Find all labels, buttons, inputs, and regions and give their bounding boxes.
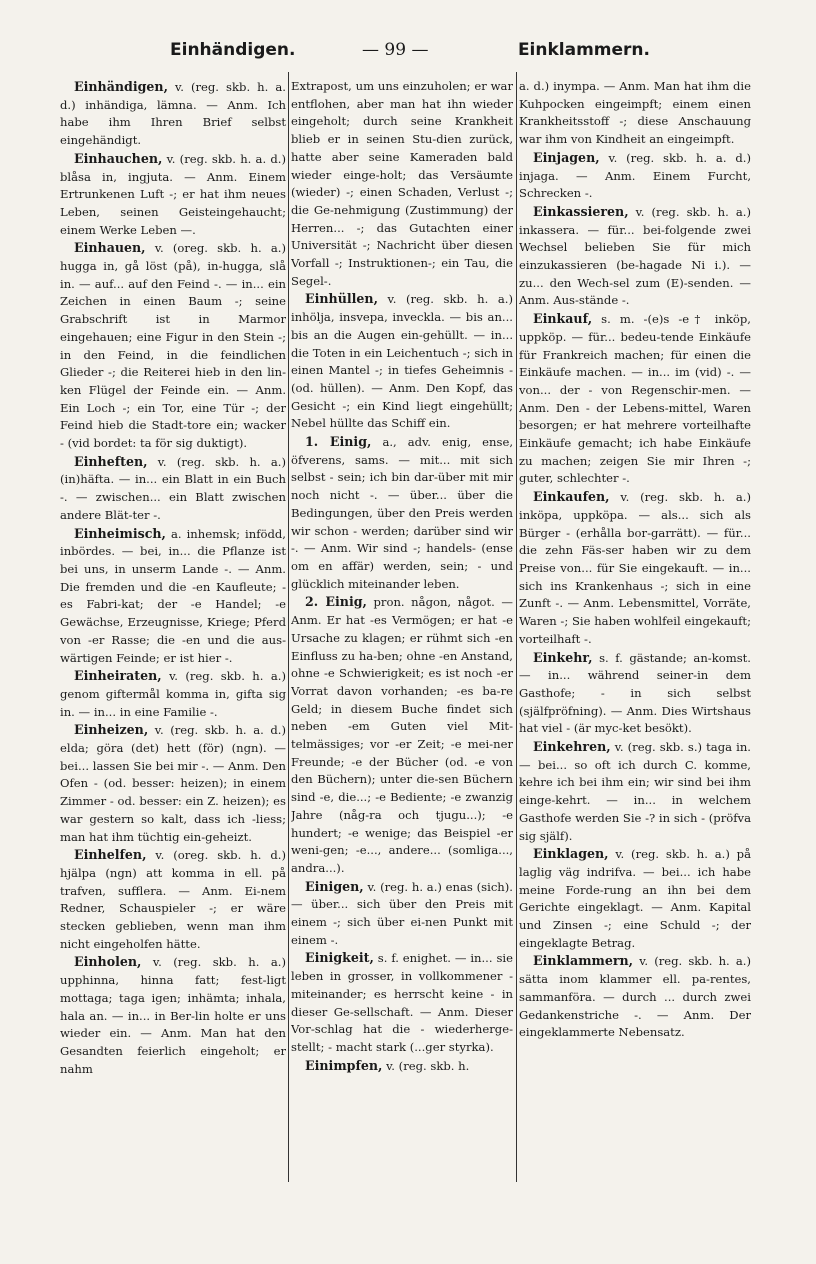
- entry-definition: v. (oreg. skb. h. d.) hjälpa (ngn) att komma in ell. på trafven, sufflera. — Anm. Ei-nem Redner, Schauspieler -; er wäre stecken geblieben, wenn man ihm nicht eingeholfen hätte.: [60, 848, 286, 951]
- entry-headword: Einheizen,: [74, 722, 149, 738]
- dictionary-entry: [519, 952, 751, 1042]
- entry-headword: Einkauf,: [533, 311, 593, 327]
- dictionary-entry: [519, 149, 751, 203]
- dictionary-entry: [519, 845, 751, 952]
- entry-definition: a. inhemsk; infödd, inbördes. — bei, in... die Pflanze ist bei uns, in unserm Lande -. — Anm. Die fremden und die -en Kaufleute; -es Fabri-kat; der -e Handel; -e Gewächse, Erzeugnisse, Kriege; Pferd von -er Rasse; die -en und die aus-wärtigen Feinde; er ist hier -.: [60, 526, 286, 665]
- running-header: [170, 40, 650, 66]
- dictionary-entry: [519, 738, 751, 845]
- header-right-guideword: Einklammern.: [517, 40, 650, 60]
- column-divider: [516, 72, 517, 1182]
- entry-headword: 2. Einig,: [305, 594, 367, 610]
- entry-definition: v. (reg. skb. h. a. d.) inhändiga, lämna. — Anm. Ich habe ihm Ihren Brief selbst eingehändigt.: [60, 80, 286, 148]
- entry-headword: Einklammern,: [533, 953, 634, 969]
- dictionary-entry: [519, 488, 751, 648]
- dictionary-entry: [291, 1057, 513, 1076]
- entry-definition: v. (reg. skb. h. a. d.) blåsa in, ingjuta. — Anm. Einem Ertrunkenen Luft -; er hat ihm neues Leben, seinen Geisteingehaucht; einem Werke Leben —.: [60, 151, 286, 237]
- entry-headword: Einhüllen,: [305, 291, 378, 307]
- entry-headword: Einklagen,: [533, 846, 609, 862]
- entry-definition: v. (reg. skb. h. a.) inhölja, insvepa, inveckla. — bis an... bis an die Augen ein-gehüllt. — in... die Toten in ein Leichentuch -; sich in einen Mantel -; in tiefes Geheimnis - (od. hüllen). — Anm. Den Kopf, das Gesicht -; ein Kind liegt eingehüllt; Nebel hüllte das Schiff ein.: [291, 292, 513, 431]
- column-divider: [288, 72, 289, 1182]
- dictionary-entry: [519, 78, 751, 149]
- entry-definition: v. (oreg. skb. h. a.) hugga in, gå löst (på), in-hugga, slå in. — auf... auf den Feind -. — in... ein Zeichen in einen Baum -; seine Grabschrift ist in Marmor eingehauen; eine Figur in den Stein -; in den Feind, in die feindlichen Glieder -; die Reiterei hieb in den lin-ken Flügel der Feinde ein. — Anm. Ein Loch -; ein Tor, eine Tür -; der Feind hieb die Stadt-tore ein; wacker - (vid bordet: ta för sig duktigt).: [60, 241, 286, 451]
- entry-headword: Einhelfen,: [74, 847, 147, 863]
- dictionary-entry: [60, 525, 286, 668]
- dictionary-entry: [291, 878, 513, 950]
- entry-headword: Einkassieren,: [533, 203, 629, 219]
- entry-headword: Einkehr,: [533, 649, 593, 665]
- dictionary-entry: [291, 433, 513, 593]
- entry-definition: v. (reg. skb. h. a.) inkassera. — für... bei-folgende zwei Wechsel belieben Sie für mich einzukassieren (be-hagade Ni i.). — zu... den Wech-sel zum (E)-senden. — Anm. Aus-stände -.: [519, 204, 751, 308]
- dictionary-entry: [60, 846, 286, 953]
- dictionary-entry: [60, 953, 286, 1078]
- dictionary-entry: [60, 453, 286, 525]
- dictionary-entry: [60, 721, 286, 846]
- entry-definition: v. (reg. skb. h. a.) på laglig väg indrifva. — bei... ich habe meine Forde-rung an ihn bei dem Gerichte eingeklagt. — Anm. Kapital und Zinsen -; eine Schuld -; der eingeklagte Betrag.: [519, 847, 751, 950]
- entry-headword: Einholen,: [74, 954, 142, 970]
- entry-headword: 1. Einig,: [305, 434, 372, 450]
- entry-definition: pron. någon, något. — Anm. Er hat -es Vermögen; er hat -e Ursache zu klagen; er rühmt sich -en Einfluss zu ha-ben; ohne -en Anstand, ohne -e Schwierigkeit; es ist noch -er Vorrat davon vorhanden; -es ba-re Geld; in diesem Buche findet sich neben -em Guten viel Mit-telmässiges; vor -er Zeit; -e mei-ner Freunde; -e der Bücher (od. -e von den Büchern); unter die-sen Büchern sind -e, die...; -e Bediente; -e zwanzig Jahre (någ-ra och tjugu...); -e hundert; -e wenige; das Beispiel -er weni-gen; -e..., andere... (somliga..., andra...).: [291, 595, 513, 875]
- entry-headword: Einkehren,: [533, 739, 611, 755]
- entry-definition: v. (reg. skb. h. a.) genom giftermål komma in, gifta sig in. — in... in eine Familie -.: [60, 669, 286, 719]
- entry-definition: s. m. -(e)s -e† inköp, uppköp. — für... bedeu-tende Einkäufe für Frankreich machen; für einen die Einkäufe machen. — in... im (vid) -. — von... der - von Regenschir-men. — Anm. Den - der Lebens-mittel, Waren besorgen; er hat mehrere vorteilhafte Einkäufe gemacht; ich habe Einkäufe zu machen; zeigen Sie mir Ihren -; guter, schlechter -.: [519, 312, 751, 486]
- dictionary-entry: [291, 593, 513, 877]
- entry-definition: v. (reg. skb. h. a.) (in)häfta. — in... ein Blatt in ein Buch -. — zwischen... ein Blatt zwischen andere Blät-ter -.: [60, 454, 286, 522]
- dictionary-entry: [291, 949, 513, 1056]
- dictionary-entry: [519, 203, 751, 310]
- entry-headword: Einheften,: [74, 453, 148, 469]
- entry-headword: Einjagen,: [533, 149, 600, 165]
- entry-headword: Einheimisch,: [74, 525, 166, 541]
- entry-definition: v. (reg. h. a.) enas (sich). — über... sich über den Preis mit einem -; sich über ei-nen Punkt mit einem -.: [291, 879, 513, 947]
- entry-definition: s. f. gästande; an-komst. — in... während seiner-in dem Gasthofe; - in sich selbst (själfpröfning). — Anm. Dies Wirtshaus hat viel - (är myc-ket besökt).: [519, 650, 751, 736]
- dictionary-entry: [60, 78, 286, 150]
- dictionary-column-3: [519, 78, 751, 1178]
- entry-definition: Extrapost, um uns einzuholen; er war entflohen, aber man hat ihn wieder eingeholt; durch seine Krankheit blieb er in seinen Stu-dien zurück, hatte aber seine Kameraden bald wieder einge-holt; das Versäumte (wieder) -; einen Schaden, Verlust -; die Ge-nehmigung (Zustimmung) der Herren... -; das Gutachten einer Universität -; Nachricht über diesen Vorfall -; Instruktionen-; ein Tau, die Segel-.: [291, 79, 513, 288]
- page-number: — 99 —: [362, 40, 429, 60]
- dictionary-entry: [291, 290, 513, 433]
- dictionary-entry: [60, 667, 286, 721]
- dictionary-entry: [291, 78, 513, 290]
- dictionary-entry: [60, 150, 286, 240]
- entry-definition: s. f. enighet. — in... sie leben in grosser, in vollkommener - miteinander; es herrscht keine - in dieser Ge-sellschaft. — Anm. Dieser Vor-schlag hat die - wiederherge-stellt; - macht stark (...ger styrka).: [291, 951, 513, 1054]
- entry-definition: v. (reg. skb. h. a.) upphinna, hinna fatt; fest-ligt mottaga; taga igen; inhämta; inhala, hala an. — in... in Ber-lin holte er uns wieder ein. — Anm. Man hat den Gesandten feierlich eingeholt; er nahm: [60, 955, 286, 1076]
- entry-headword: Einhauen,: [74, 240, 146, 256]
- dictionary-entry: [519, 649, 751, 739]
- entry-headword: Einigkeit,: [305, 950, 374, 966]
- entry-headword: Einkaufen,: [533, 489, 610, 505]
- entry-definition: v. (reg. skb. h. a.) sätta inom klammer ell. pa-rentes, sammanföra. — durch ... durch zwei Gedankenstriche -. — Anm. Der eingeklammerte Nebensatz.: [519, 954, 751, 1040]
- entry-definition: v. (reg. skb. s.) taga in. — bei... so oft ich durch C. komme, kehre ich bei ihm ein; wir sind bei ihm einge-kehrt. — in... in welchem Gasthofe werden Sie -? in sich - (pröfva sig själf).: [519, 740, 751, 843]
- entry-definition: v. (reg. skb. h. a. d.) injaga. — Anm. Einem Furcht, Schrecken -.: [519, 150, 751, 201]
- dictionary-column-1: [60, 78, 286, 1178]
- entry-headword: Einheiraten,: [74, 668, 162, 684]
- dictionary-entry: [60, 239, 286, 452]
- dictionary-column-2: [291, 78, 513, 1178]
- entry-definition: v. (reg. skb. h. a.) inköpa, uppköpa. — als... sich als Bürger - (erhålla bor-garrätt). — für... die zehn Fäs-ser haben wir zu dem Preise von... für Sie eingekauft. — in... sich ins Krankenhaus -; sich in eine Zunft -. — Anm. Lebensmittel, Vorräte, Waren -; Sie haben wohlfeil eingekauft; vorteilhaft -.: [519, 490, 751, 646]
- entry-headword: Einigen,: [305, 878, 364, 894]
- entry-headword: Einimpfen,: [305, 1057, 383, 1073]
- entry-definition: v. (reg. skb. h.: [382, 1058, 470, 1073]
- header-left-guideword: Einhändigen.: [170, 40, 296, 60]
- entry-definition: v. (reg. skb. h. a. d.) elda; göra (det) hett (för) (ngn). — bei... lassen Sie bei mir -. — Anm. Den Ofen - (od. besser: heizen); in einem Zimmer - od. besser: ein Z. heizen); es war gestern so kalt, dass ich -liess; man hat ihm tüchtig ein-geheizt.: [60, 723, 286, 844]
- entry-headword: Einhändigen,: [74, 79, 168, 94]
- dictionary-entry: [519, 310, 751, 488]
- entry-definition: a. d.) inympa. — Anm. Man hat ihm die Kuhpocken eingeimpft; einem einen Krankheitsstoff -; diese Anschauung war ihm von Kindheit an eingeimpft.: [519, 79, 751, 147]
- entry-definition: a., adv. enig, ense, öfverens, sams. — mit... mit sich selbst - sein; ich bin dar-über mit mir noch nicht -. — über... über die Bedingungen, über den Preis werden wir schon - werden; darüber sind wir -. — Anm. Wir sind -; handels- (ense om en affär) werden, sein; - und glücklich miteinander leben.: [291, 435, 513, 591]
- entry-headword: Einhauchen,: [74, 150, 163, 166]
